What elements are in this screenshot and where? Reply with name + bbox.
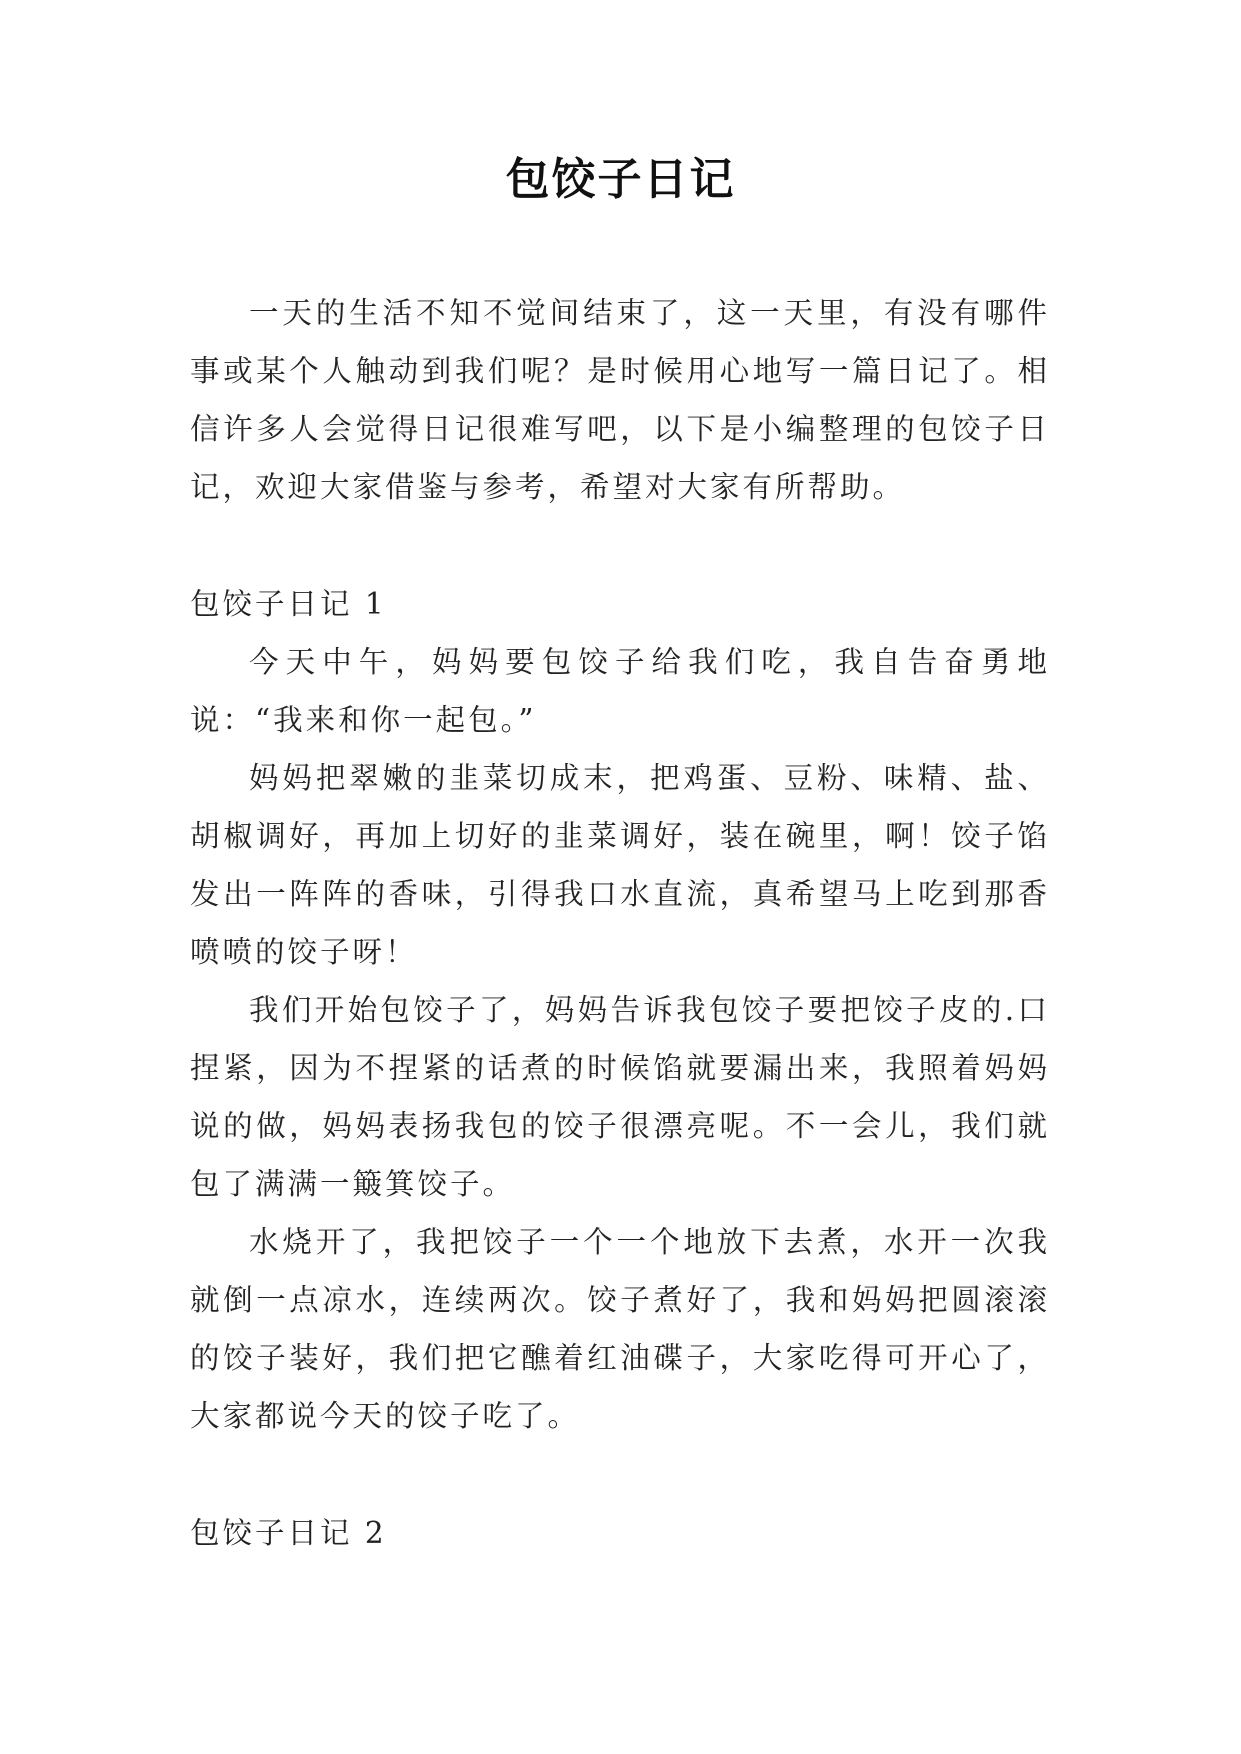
paragraph-2: 妈妈把翠嫩的韭菜切成末，把鸡蛋、豆粉、味精、盐、胡椒调好，再加上切好的韭菜调好，装在碗里，啊！饺子馅发出一阵阵的香味，引得我口水直流，真希望马上吃到那香喷喷的饺子呀！ xyxy=(190,761,1050,969)
section-heading-1: 包饺子日记 1 xyxy=(190,587,387,621)
paragraph-3: 我们开始包饺子了，妈妈告诉我包饺子要把饺子皮的.口捏紧，因为不捏紧的话煮的时候馅就要漏出来，我照着妈妈说的做，妈妈表扬我包的饺子很漂亮呢。不一会儿，我们就包了满满一簸箕饺子。 xyxy=(190,993,1050,1201)
section-heading-2: 包饺子日记 2 xyxy=(190,1516,387,1550)
section-heading-1-container xyxy=(190,575,1050,633)
intro-section xyxy=(190,284,1050,516)
paragraph-4: 水烧开了，我把饺子一个一个地放下去煮，水开一次我就倒一点凉水，连续两次。饺子煮好了，我和妈妈把圆滚滚的饺子装好，我们把它醮着红油碟子，大家吃得可开心了，大家都说今天的饺子吃了。 xyxy=(190,1225,1050,1433)
paragraph-1: 今天中午，妈妈要包饺子给我们吃，我自告奋勇地说：“我来和你一起包。” xyxy=(190,645,1050,737)
intro-paragraph: 一天的生活不知不觉间结束了，这一天里，有没有哪件事或某个人触动到我们呢？是时候用心地写一篇日记了。相信许多人会觉得日记很难写吧，以下是小编整理的包饺子日记，欢迎大家借鉴与参考，希望对大家有所帮助。 xyxy=(190,296,1050,504)
section-body-1 xyxy=(190,633,1050,1445)
document-title: 包饺子日记 xyxy=(505,154,736,205)
section-heading-2-container xyxy=(190,1504,1050,1562)
